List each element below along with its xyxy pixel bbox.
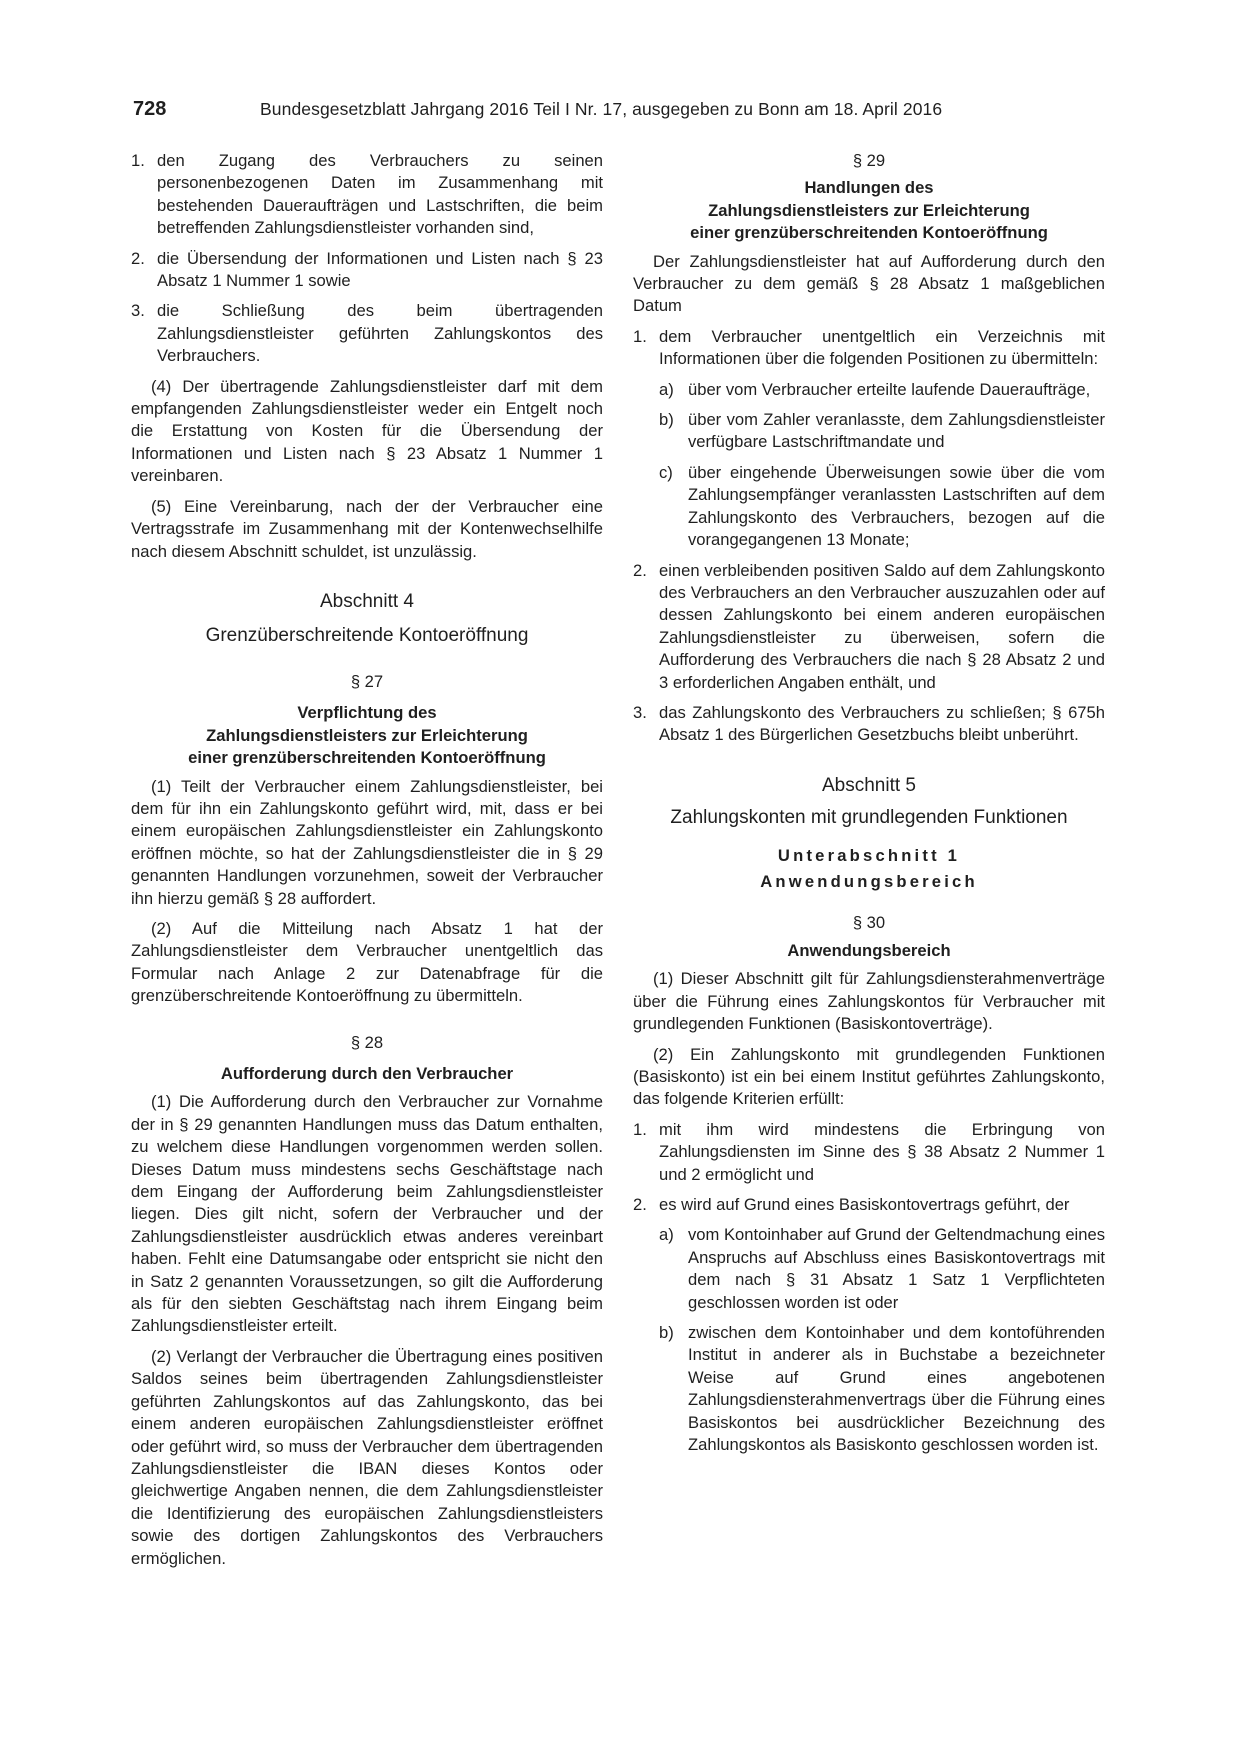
item-number: 2. <box>633 560 647 580</box>
list-item <box>131 150 603 240</box>
left-column <box>131 150 603 1578</box>
abschnitt-heading: Abschnitt 4 <box>320 590 414 612</box>
item-number: 1. <box>633 1119 647 1139</box>
section-title: einer grenzüberschreitenden Kontoeröffnung <box>188 748 546 768</box>
section-title: Zahlungsdienstleisters zur Erleichterung <box>708 200 1030 220</box>
section-title: Anwendungsbereich <box>787 940 951 960</box>
item-text: einen verbleibenden positiven Saldo auf dem Zahlungskonto des Verbrauchers an den Verbraucher auszuzahlen oder auf dessen Zahlungskonto bei einem anderen europäischen Zahlungsdienstleister zu überweisen, sofern die Aufforderung des Verbrauchers die nach § 28 Absatz 2 und 3 erforderlichen Angaben enthält, und <box>659 560 1105 692</box>
unterabschnitt-heading: Unterabschnitt 1 <box>777 845 961 865</box>
unterabschnitt-title: Anwendungsbereich <box>760 872 978 892</box>
sub-item <box>633 379 1105 401</box>
sub-item-text: vom Kontoinhaber auf Grund der Geltendmachung eines Anspruchs auf Abschluss eines Basiskontovertrags mit dem nach § 31 Absatz 1 Satz 1 Verpflichteten geschlossen worden ist oder <box>688 1225 1105 1312</box>
sub-item-text: über eingehende Überweisungen sowie über die vom Zahlungsempfänger veranlassten Lastschriften auf dem Zahlungskonto des Verbrauchers, bezogen auf die vorangegangenen 13 Monate; <box>688 462 1105 550</box>
abschnitt-title: Zahlungskonten mit grundlegenden Funktionen <box>670 806 1068 828</box>
running-head: Bundesgesetzblatt Jahrgang 2016 Teil I Nr. 17, ausgegeben zu Bonn am 18. April 2016 <box>260 99 943 119</box>
list-item <box>131 248 603 293</box>
section-number: § 30 <box>852 912 886 932</box>
page-number: 728 <box>133 98 167 120</box>
section-title: Verpflichtung des <box>297 703 437 723</box>
section-number: § 28 <box>350 1032 384 1052</box>
item-text: den Zugang des Verbrauchers zu seinen personenbezogenen Daten im Zusammenhang mit bestehenden Daueraufträgen und Lastschriften, die beim betreffenden Zahlungsdienstleister vorhanden sind, <box>157 151 603 238</box>
item-text: die Schließung des beim übertragenden Zahlungsdienstleister geführten Zahlungskontos des Verbrauchers. <box>157 301 603 366</box>
paragraph: (4) Der übertragende Zahlungsdienstleister darf mit dem empfangenden Zahlungsdienstleister weder ein Entgelt noch die Erstattung von Kosten für die Übersendung der Informationen und Listen nach § 23 Absatz 1 Nummer 1 vereinbaren. <box>131 376 603 486</box>
right-column <box>633 150 1105 1465</box>
list-item <box>633 702 1105 747</box>
paragraph: (2) Auf die Mitteilung nach Absatz 1 hat der Zahlungsdienstleister dem Verbraucher unentgeltlich das Formular nach Anlage 2 zur Datenabfrage für die grenzüberschreitende Kontoeröffnung zu übermitteln. <box>131 918 603 1006</box>
section-title: Aufforderung durch den Verbraucher <box>220 1064 514 1083</box>
section-title: Handlungen des <box>804 178 934 198</box>
sub-item-letter: a) <box>659 379 674 399</box>
list-item <box>633 560 1105 694</box>
paragraph: (1) Teilt der Verbraucher einem Zahlungsdienstleister, bei dem für ihn ein Zahlungskonto geführt wird, mit, dass er bei einem europäischen Zahlungsdienstleister ein Zahlungskonto eröffnen möchte, so hat der Zahlungsdienstleister die in § 29 genannten Handlungen vorzunehmen, soweit der Verbraucher ihn hierzu gemäß § 28 auffordert. <box>131 776 603 908</box>
list-item <box>131 300 603 367</box>
sub-item-letter: a) <box>659 1225 674 1245</box>
item-text: die Übersendung der Informationen und Listen nach § 23 Absatz 1 Nummer 1 sowie <box>157 248 603 291</box>
section-number: § 29 <box>852 151 886 170</box>
sub-item <box>633 1322 1105 1456</box>
item-text: es wird auf Grund eines Basiskontovertrags geführt, der <box>659 1195 1070 1215</box>
item-number: 1. <box>131 151 145 170</box>
list-item <box>633 1194 1105 1216</box>
section-title: einer grenzüberschreitenden Kontoeröffnung <box>690 223 1048 243</box>
sub-item <box>633 462 1105 552</box>
item-text: mit ihm wird mindestens die Erbringung von Zahlungsdiensten im Sinne des § 38 Absatz 2 Nummer 1 und 2 ermöglicht und <box>659 1119 1105 1184</box>
item-number: 3. <box>131 301 145 321</box>
sub-item <box>633 409 1105 454</box>
paragraph: Der Zahlungsdienstleister hat auf Aufforderung durch den Verbraucher zu dem gemäß § 28 Absatz 1 maßgeblichen Datum <box>633 251 1105 316</box>
item-number: 2. <box>633 1195 647 1215</box>
item-text: dem Verbraucher unentgeltlich ein Verzeichnis mit Informationen über die folgenden Positionen zu übermitteln: <box>659 326 1105 369</box>
item-number: 2. <box>131 248 145 268</box>
sub-item-letter: b) <box>659 1323 674 1343</box>
item-number: 1. <box>633 326 647 346</box>
sub-item <box>633 1224 1105 1314</box>
sub-item-text: über vom Verbraucher erteilte laufende Daueraufträge, <box>688 379 1091 399</box>
sub-item-text: zwischen dem Kontoinhaber und dem kontoführenden Institut in anderer als in Buchstabe a bezeichneter Weise auf Grund eines angebotenen Zahlungsdiensterahmenvertrags über die Führung eines Basiskontos bei ausdrücklicher Bezeichnung des Zahlungskontos als Basiskonto geschlossen worden ist. <box>688 1323 1105 1455</box>
paragraph: (5) Eine Vereinbarung, nach der der Verbraucher eine Vertragsstrafe im Zusammenhang mit der Kontenwechselhilfe nach diesem Abschnitt schuldet, ist unzulässig. <box>131 496 603 561</box>
item-number: 3. <box>633 702 647 722</box>
paragraph: (1) Dieser Abschnitt gilt für Zahlungsdiensterahmenverträge über die Führung eines Zahlungskontos für Verbraucher mit grundlegenden Funktionen (Basiskontoverträge). <box>633 969 1105 1034</box>
sub-item-text: über vom Zahler veranlasste, dem Zahlungsdienstleister verfügbare Lastschriftmandate und <box>688 410 1105 452</box>
abschnitt-heading: Abschnitt 5 <box>822 774 916 796</box>
list-item <box>633 1119 1105 1186</box>
paragraph: (2) Verlangt der Verbraucher die Übertragung eines positiven Saldos seines beim übertragenden Zahlungsdienstleister geführten Zahlungskontos auf das Zahlungskonto, das bei einem anderen europäischen Zahlungsdienstleister eröffnet oder geführt wird, so muss der Verbraucher dem übertragenden Zahlungsdienstleister die IBAN dieses Kontos oder gleichwertige Angaben nennen, die dem Zahlungsdienstleister die Identifizierung des europäischen Zahlungsdienstleisters sowie des dortigen Zahlungskontos des Verbrauchers ermöglichen. <box>131 1346 603 1568</box>
section-number: § 27 <box>350 671 384 691</box>
paragraph: (1) Die Aufforderung durch den Verbraucher zur Vornahme der in § 29 genannten Handlungen muss das Datum enthalten, zu welchem diese Handlungen vorgenommen werden sollen. Dieses Datum muss mindestens sechs Geschäftstage nach dem Eingang der Aufforderung beim Zahlungsdienstleister liegen. Dies gilt nicht, sofern der Verbraucher und der Zahlungsdienstleister ausdrücklich etwas anderes vereinbart haben. Fehlt eine Datumsangabe oder entspricht sie nicht den in Satz 2 genannten Voraussetzungen, so gilt die Aufforderung als für den siebten Geschäftstag nach ihrem Eingang beim Zahlungsdienstleister erteilt. <box>131 1092 603 1336</box>
item-text: das Zahlungskonto des Verbrauchers zu schließen; § 675h Absatz 1 des Bürgerlichen Gesetzbuchs bleibt unberührt. <box>659 702 1105 745</box>
paragraph: (2) Ein Zahlungskonto mit grundlegenden Funktionen (Basiskonto) ist ein bei einem Institut geführtes Zahlungskonto, das folgende Kriterien erfüllt: <box>633 1044 1105 1109</box>
sub-item-letter: b) <box>659 410 674 430</box>
list-item <box>633 326 1105 371</box>
page-header <box>133 98 1115 128</box>
sub-item-letter: c) <box>659 462 673 482</box>
section-title: Zahlungsdienstleisters zur Erleichterung <box>206 725 528 745</box>
abschnitt-title: Grenzüberschreitende Kontoeröffnung <box>205 624 529 646</box>
